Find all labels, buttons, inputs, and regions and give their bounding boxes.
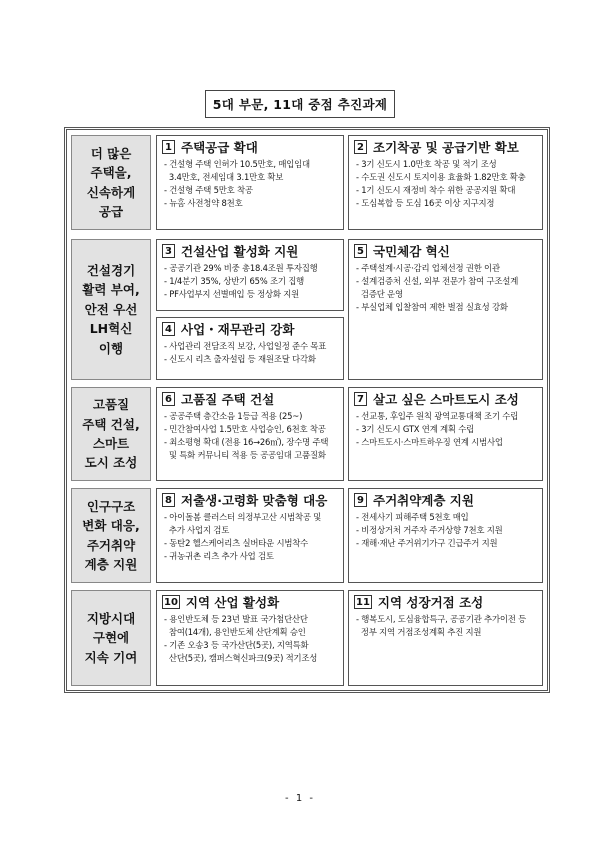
task-box-8 [156,488,344,583]
bullet: - 건설형 주택 5만호 착공 [164,185,253,195]
task-title: 국민체감 혁신 [373,244,450,259]
task-number: 3 [162,244,175,258]
task-title: 지역 산업 활성화 [185,595,280,610]
bullet: - 설계검증처 신설, 외부 전문가 참여 구조설계 [356,276,519,286]
task-title: 건설산업 활성화 지원 [181,244,299,259]
bullet: - 건설형 주택 인허가 10.5만호, 매입임대 [164,159,310,169]
bullet: - 신도시 리츠 출자설립 등 재원조달 다각화 [164,354,316,364]
task-title: 주거취약계층 지원 [373,493,474,508]
bullet: - 주택설계·시공·감리 업체선정 권한 이관 [356,263,500,273]
bullet: - 1기 신도시 재정비 착수 위한 공공지원 확대 [356,185,516,195]
task-number: 7 [354,392,367,406]
task-title: 주택공급 확대 [181,140,258,155]
bullet: - 도심복합 등 도심 16곳 이상 지구지정 [356,198,495,208]
bullet: - 1/4분기 35%, 상반기 65% 조기 집행 [164,276,304,286]
bullet: 산단(5곳), 캠퍼스혁신파크(9곳) 적기조성 [164,653,318,663]
task-box-11 [348,590,543,686]
bullet: - 선교통, 후입주 원칙 광역교통대책 조기 수립 [356,411,519,421]
bullet: - 공공기관 29% 비중 총18.4조원 투자집행 [164,263,318,273]
bullet: - 민간참여사업 1.5만호 사업승인, 6천호 착공 [164,424,326,434]
page-title: 5대 부문, 11대 중점 추진과제 [205,90,395,118]
bullet: 및 특화 커뮤니티 적용 등 공공임대 고품질화 [164,450,326,460]
category-quality: 고품질 주택 건설, 스마트 도시 조성 [71,387,151,481]
task-number: 11 [356,597,370,608]
bullet: 추가 사업지 검토 [164,525,230,535]
category-population: 인구구조 변화 대응, 주거취약 계층 지원 [71,488,151,583]
bullet: - 3기 신도시 GTX 연계 계획 수립 [356,424,475,434]
task-title: 고품질 주택 건설 [181,392,275,407]
bullet: 정부 지역 거점조성계획 추진 지원 [356,627,482,637]
bullet: - 동탄2 헬스케어리츠 실버타운 시범착수 [164,538,309,548]
task-number: 4 [162,322,175,336]
bullet: - 3기 신도시 1.0만호 착공 및 적기 조성 [356,159,497,169]
category-regional: 지방시대 구현에 지속 기여 [71,590,151,686]
task-title: 저출생·고령화 맞춤형 대응 [181,493,328,508]
category-supply: 더 많은 주택을, 신속하게 공급 [71,135,151,230]
task-title: 사업・재무관리 강화 [181,322,295,337]
bullet: - 수도권 신도시 토지이용 효율화 1.82만호 확충 [356,172,526,182]
task-number: 9 [354,493,367,507]
bullet: - 뉴홈 사전청약 8천호 [164,198,243,208]
page-number: - 1 - [285,793,315,804]
bullet: - 스마트도시·스마트하우징 연계 시범사업 [356,437,503,447]
task-number: 6 [162,392,175,406]
category-construction: 건설경기 활력 부여, 안전 우선 LH혁신 이행 [71,239,151,380]
task-box-4 [156,317,344,380]
task-number: 2 [354,140,367,154]
bullet: - 행복도시, 도심융합특구, 공공기관 추가이전 등 [356,614,526,624]
bullet: - 공공주택 층간소음 1등급 적용 (25~) [164,411,303,421]
bullet: 검증단 운영 [356,289,403,299]
bullet: - 귀농귀촌 리츠 추가 사업 검토 [164,551,274,561]
bullet: - 전세사기 피해주택 5천호 매입 [356,512,469,522]
task-box-9 [348,488,543,583]
task-number: 5 [354,244,367,258]
task-title: 지역 성장거점 조성 [377,595,484,610]
task-box-7 [348,387,543,481]
bullet: - 용인반도체 등 23년 발표 국가첨단산단 [164,614,308,624]
bullet: - 사업관리 전담조직 보강, 사업일정 준수 목표 [164,341,327,351]
task-title: 조기착공 및 공급기반 확보 [373,140,519,155]
bullet: 3.4만호, 전세임대 3.1만호 확보 [164,172,284,182]
task-box-6 [156,387,344,481]
task-box-1 [156,135,344,230]
task-number: 10 [164,597,178,608]
bullet: - 기존 오송3 등 국가산단(5곳), 지역특화 [164,640,309,650]
bullet: - 비정상거처 거주자 주거상향 7천호 지원 [356,525,503,535]
bullet: - PF사업부지 선별매입 등 정상화 지원 [164,289,300,299]
bullet: - 아이돌봄 클러스터 의정부고산 시범착공 및 [164,512,322,522]
bullet: - 부실업체 입찰참여 제한 벌점 실효성 강화 [356,302,508,312]
task-number: 8 [162,493,175,507]
task-box-10 [156,590,344,686]
task-box-5 [348,239,543,380]
task-number: 1 [162,140,175,154]
task-box-2 [348,135,543,230]
task-title: 살고 싶은 스마트도시 조성 [373,392,519,407]
bullet: 참여(14개), 용인반도체 산단계획 승인 [164,627,306,637]
task-box-3 [156,239,344,311]
bullet: - 재해·재난 주거위기가구 긴급주거 지원 [356,538,498,548]
bullet: - 최소평형 확대 (전용 16→26㎡), 장수명 주택 [164,437,329,447]
